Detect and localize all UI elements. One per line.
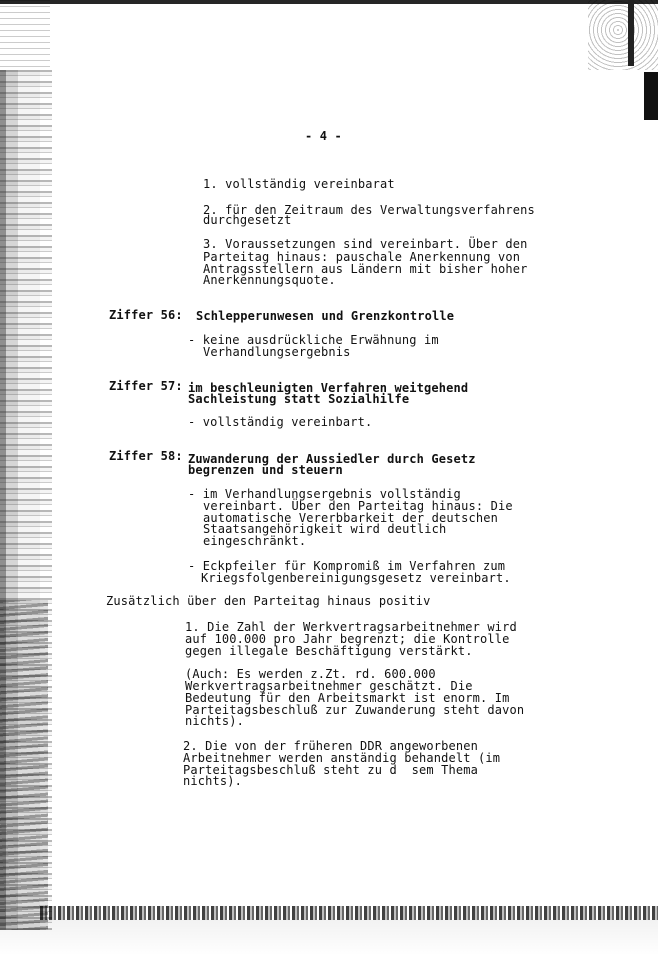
ziffer-58-title-line-2: begrenzen und steuern (188, 463, 343, 477)
ziffer-58-bullet-1-line-2: vereinbart. Über den Parteitag hinaus: Die (203, 499, 513, 513)
ziffer-57-bullet: - vollständig vereinbart. (188, 415, 373, 429)
ziffer-56-label: Ziffer 56: (109, 308, 183, 322)
item-3-line-1: 3. Voraussetzungen sind vereinbart. Über den (203, 237, 528, 251)
zusatz-p2-line-1: (Auch: Es werden z.Zt. rd. 600.000 (185, 667, 436, 681)
zusatz-p1-line-3: gegen illegale Beschäftigung verstärkt. (185, 644, 473, 658)
scan-noise-top-left (0, 0, 50, 70)
ziffer-58-title-line-1: Zuwanderung der Aussiedler durch Gesetz (188, 452, 476, 466)
zusatz-p3-line-3: Parteitagsbeschluß steht zu d sem Thema (183, 763, 478, 777)
ziffer-58-bullet-1-line-3: automatische Vererbbarkeit der deutschen (203, 511, 498, 525)
scan-shadow-bottom (0, 920, 658, 956)
ziffer-58-label: Ziffer 58: (109, 449, 183, 463)
item-2-line-1: 2. für den Zeitraum des Verwaltungsverfahrens (203, 203, 535, 217)
ziffer-58-bullet-1-line-5: eingeschränkt. (203, 534, 307, 548)
zusatz-p2-line-2: Werkvertragsarbeitnehmer geschätzt. Die (185, 679, 473, 693)
scan-noise-top-right (588, 0, 658, 70)
scan-noise-bottom-edge (40, 906, 658, 920)
ziffer-58-bullet-1-line-4: Staatsangehörigkeit wird deutlich (203, 522, 447, 536)
ziffer-58-bullet-2-line-1: - Eckpfeiler für Kompromiß im Verfahren zum (188, 559, 506, 573)
zusatz-p3-line-1: 2. Die von der früheren DDR angeworbenen (183, 739, 478, 753)
item-2-line-2: durchgesetzt (203, 213, 292, 227)
page-number: - 4 - (305, 129, 342, 143)
ziffer-56-bullet-line-2: Verhandlungsergebnis (203, 345, 351, 359)
ziffer-58-bullet-2-line-2: Kriegsfolgenbereinigungsgesetz vereinbart. (201, 571, 511, 585)
zusatz-p3-line-2: Arbeitnehmer werden anständig behandelt (im (183, 751, 501, 765)
zusatz-heading: Zusätzlich über den Parteitag hinaus positiv (106, 594, 431, 608)
zusatz-p2-line-3: Bedeutung für den Arbeitsmarkt ist enorm. Im (185, 691, 510, 705)
ziffer-58-bullet-1-line-1: - im Verhandlungsergebnis vollständig (188, 487, 461, 501)
zusatz-p1-line-1: 1. Die Zahl der Werkvertragsarbeitnehmer wird (185, 620, 517, 634)
zusatz-p2-line-5: nichts). (185, 714, 244, 728)
item-3-line-2: Parteitag hinaus: pauschale Anerkennung von (203, 250, 521, 264)
ziffer-57-title-line-2: Sachleistung statt Sozialhilfe (188, 392, 410, 406)
scan-bar-right (644, 72, 658, 120)
scan-bar-top-right (628, 0, 634, 66)
zusatz-p3-line-4: nichts). (183, 774, 242, 788)
scan-edge-top (0, 0, 658, 4)
zusatz-p2-line-4: Parteitagsbeschluß zur Zuwanderung steht davon (185, 703, 525, 717)
scan-noise-left-lower (0, 600, 48, 930)
zusatz-p1-line-2: auf 100.000 pro Jahr begrenzt; die Kontrolle (185, 632, 510, 646)
item-1: 1. vollständig vereinbarat (203, 177, 395, 191)
ziffer-57-title-line-1: im beschleunigten Verfahren weitgehend (188, 381, 469, 395)
item-3-line-3: Antragsstellern aus Ländern mit bisher hoher (203, 262, 528, 276)
ziffer-57-label: Ziffer 57: (109, 379, 183, 393)
ziffer-56-bullet-line-1: - keine ausdrückliche Erwähnung im (188, 333, 439, 347)
ziffer-56-title: Schlepperunwesen und Grenzkontrolle (196, 309, 455, 323)
item-3-line-4: Anerkennungsquote. (203, 273, 336, 287)
